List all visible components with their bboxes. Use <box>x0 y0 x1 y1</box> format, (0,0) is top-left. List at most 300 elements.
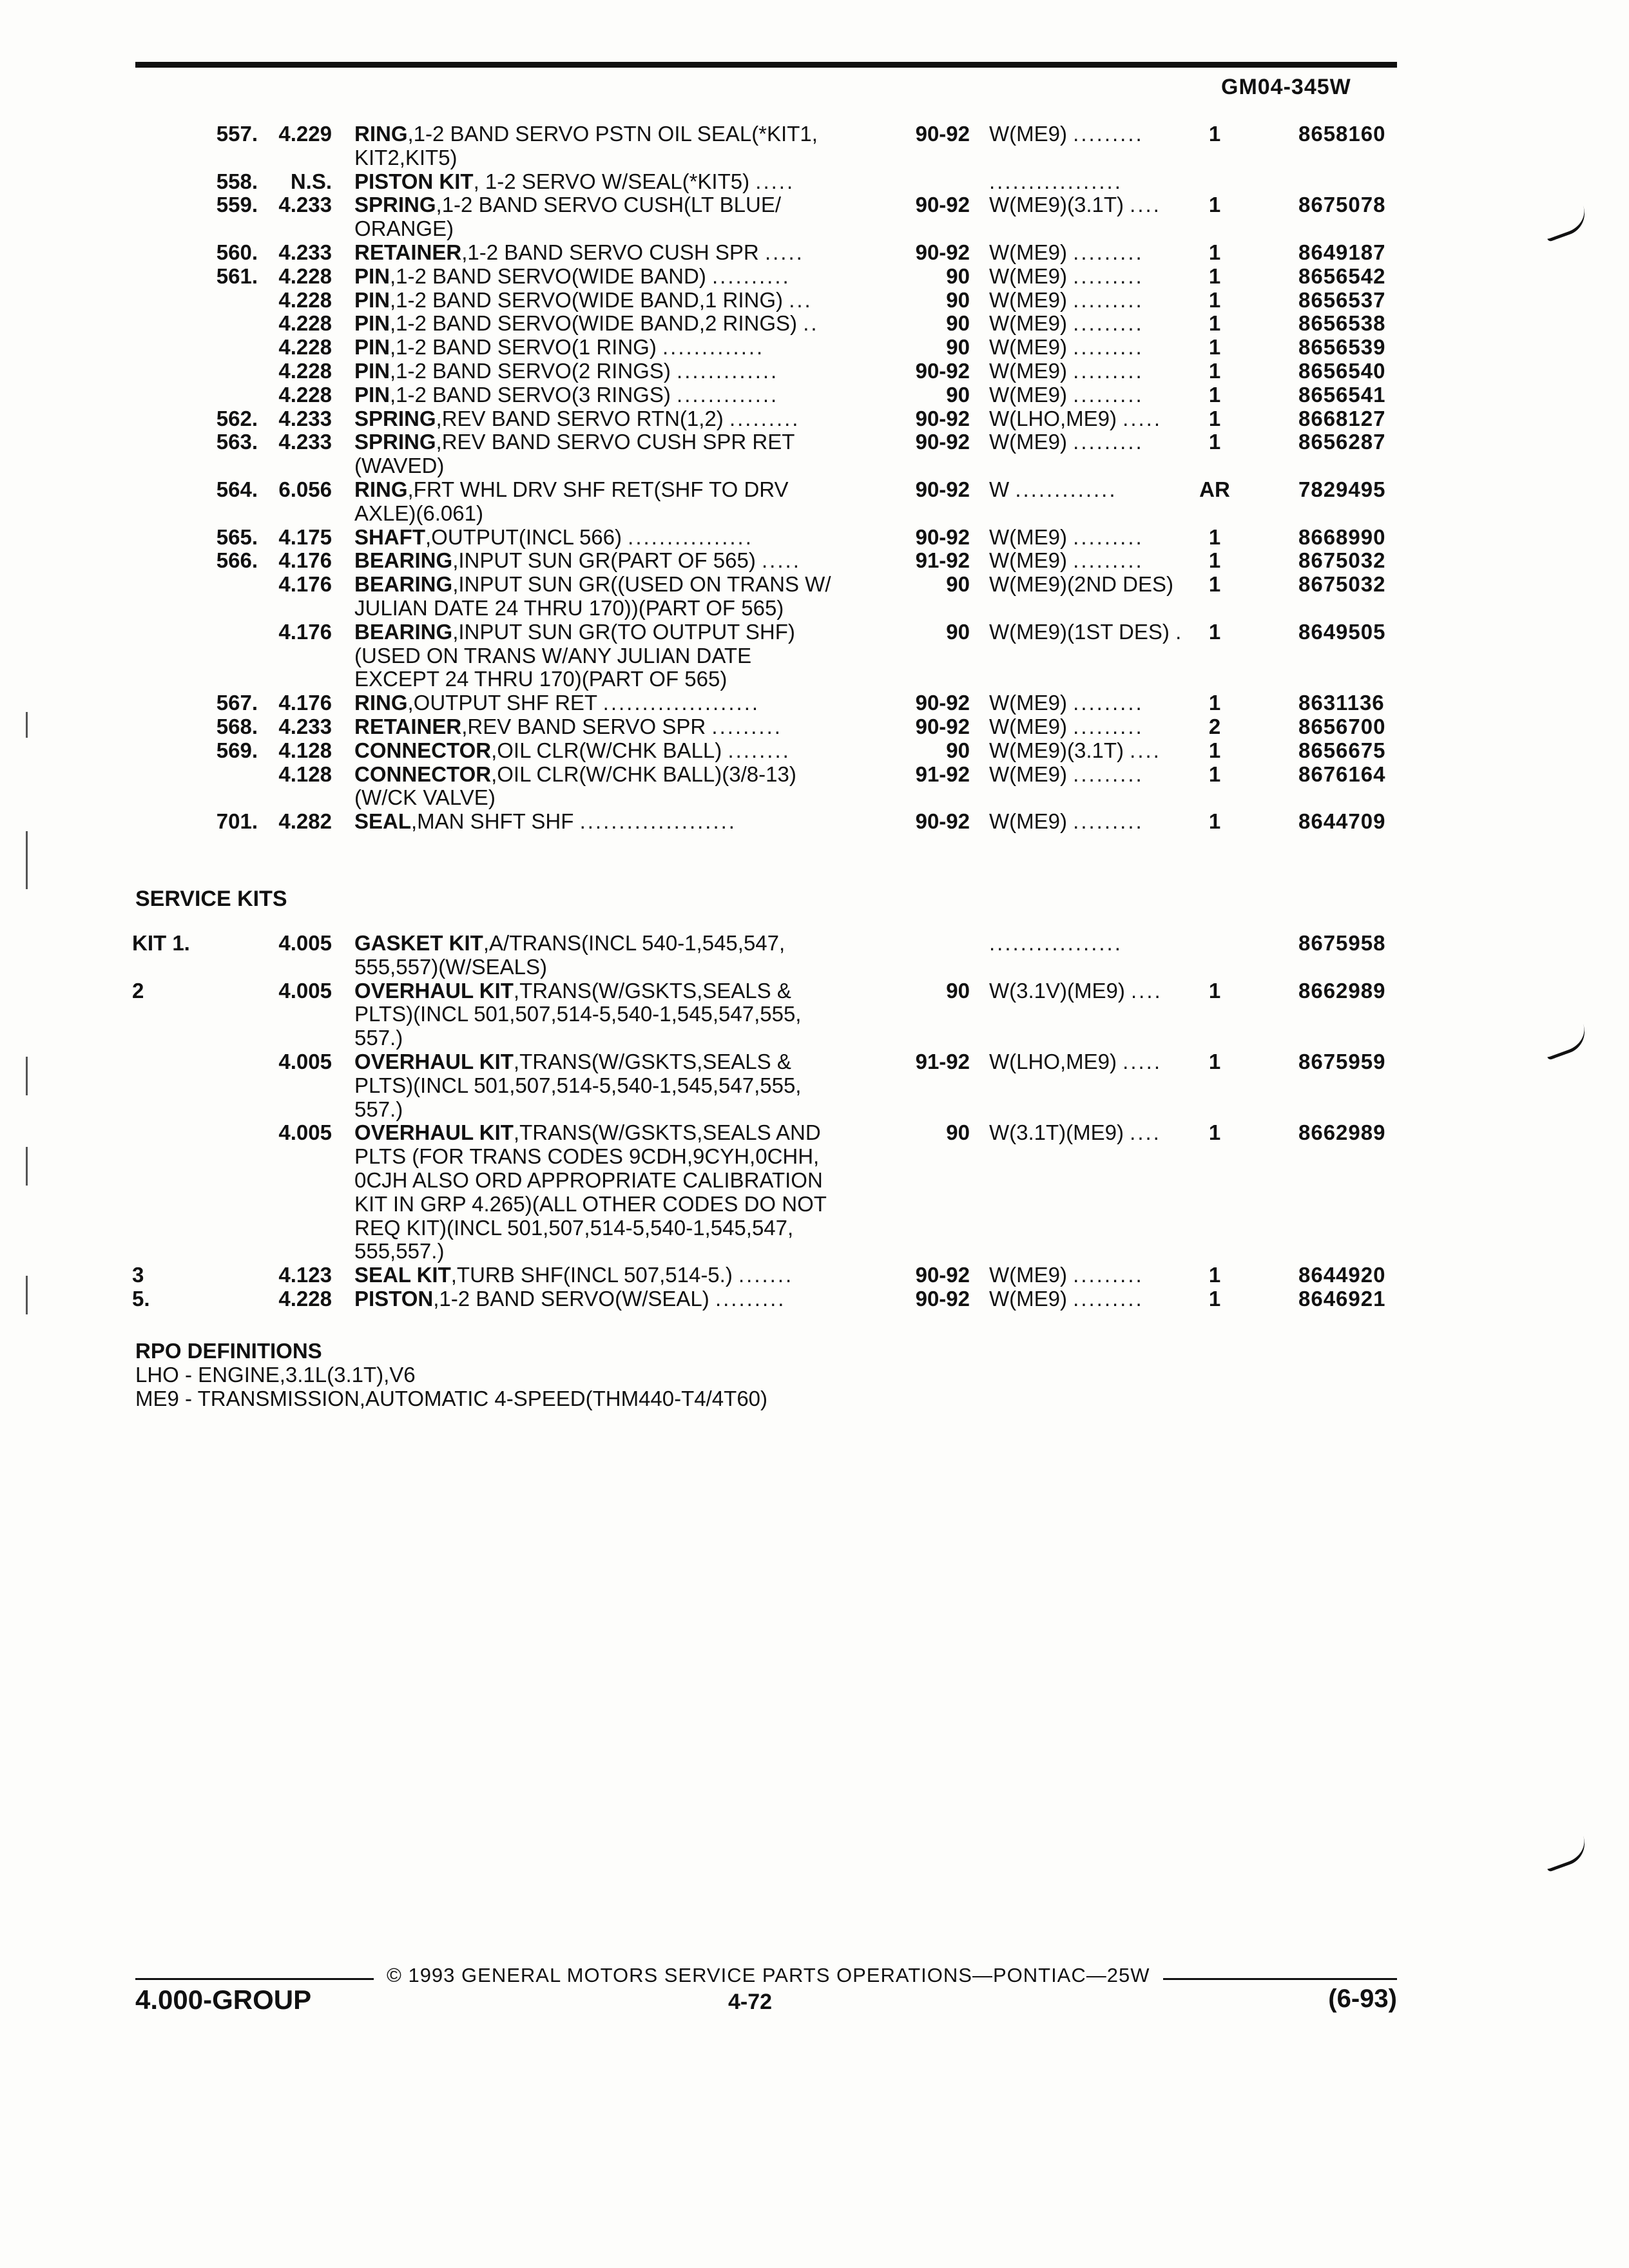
model-years: 90-92 <box>915 714 970 738</box>
table-row <box>126 573 1414 597</box>
rpo-line: LHO - ENGINE,3.1L(3.1T),V6 <box>135 1363 416 1387</box>
group-number: 4.176 <box>278 691 332 715</box>
scan-mark <box>1541 1836 1591 1872</box>
model-years: 91-92 <box>915 762 970 786</box>
part-name: CONNECTOR <box>354 762 492 786</box>
quantity: 1 <box>1208 1286 1221 1311</box>
table-row <box>126 810 1414 834</box>
application-code: W(ME9) <box>989 311 1067 336</box>
scan-mark <box>1541 206 1591 242</box>
application <box>989 1287 1144 1311</box>
group-number: 4.128 <box>278 762 332 786</box>
quantity: 2 <box>1208 714 1221 738</box>
application-code: W(ME9) <box>989 691 1067 715</box>
quantity: 1 <box>1208 358 1221 383</box>
table-row <box>126 383 1414 407</box>
model-years: 91-92 <box>915 548 970 573</box>
group-number: 4.233 <box>278 714 332 738</box>
part-name: PIN <box>354 264 390 288</box>
model-years: 90 <box>946 264 970 288</box>
part-description <box>354 549 801 572</box>
ref-number: 568. <box>216 714 258 738</box>
table-row <box>126 691 1414 715</box>
application <box>989 573 1173 596</box>
quantity: 1 <box>1208 430 1221 454</box>
leader-dots: ......... <box>1073 809 1144 834</box>
part-description <box>354 1240 444 1263</box>
application <box>989 122 1144 146</box>
application-code: W(ME9) <box>989 1263 1067 1287</box>
leader-dots: ..... <box>764 240 804 264</box>
part-detail: (W/CK VALVE) <box>354 785 496 810</box>
application-code: W(ME9) <box>989 382 1067 407</box>
group-number: 4.005 <box>278 1120 332 1145</box>
binding-mark <box>26 1276 28 1314</box>
table-row <box>126 1003 1414 1026</box>
application <box>989 478 1117 501</box>
group-number: 4.282 <box>278 809 332 834</box>
part-name: BEARING <box>354 619 453 644</box>
application <box>989 715 1144 738</box>
part-detail: KIT IN GRP 4.265)(ALL OTHER CODES DO NOT <box>354 1191 827 1216</box>
part-number: 8656539 <box>1298 335 1386 360</box>
table-row <box>126 979 1414 1003</box>
table-row <box>126 668 1414 691</box>
leader-dots: ............. <box>677 382 779 407</box>
part-description <box>354 668 727 691</box>
leader-dots: ......... <box>1073 335 1144 360</box>
group-number: 4.123 <box>278 1263 332 1287</box>
part-detail: ,1-2 BAND SERVO PSTN OIL SEAL(*KIT1, <box>407 122 818 146</box>
quantity: 1 <box>1208 548 1221 573</box>
model-years: 90-92 <box>915 358 970 383</box>
table-row <box>126 932 1414 956</box>
group-number: 4.176 <box>278 572 332 597</box>
part-detail: EXCEPT 24 THRU 170)(PART OF 565) <box>354 667 728 691</box>
part-number: 8631136 <box>1298 691 1385 715</box>
part-description <box>354 932 785 955</box>
application-code: W(LHO,ME9) <box>989 406 1117 430</box>
part-description <box>354 502 483 525</box>
application-code: W(3.1V)(ME9) <box>989 978 1125 1003</box>
application <box>989 526 1144 549</box>
table-row <box>126 644 1414 668</box>
quantity: 1 <box>1208 287 1221 312</box>
table-row <box>126 193 1414 217</box>
table-row <box>126 620 1414 644</box>
leader-dots: ......... <box>1073 430 1144 454</box>
group-number: N.S. <box>290 169 332 193</box>
model-years: 90 <box>946 738 970 762</box>
quantity: 1 <box>1208 524 1221 549</box>
application-code: W(ME9) <box>989 358 1067 383</box>
leader-dots: ......... <box>711 714 782 738</box>
leader-dots: ......... <box>1073 714 1144 738</box>
part-number: 8656542 <box>1298 264 1386 288</box>
table-row <box>126 1121 1414 1145</box>
part-number: 7829495 <box>1298 477 1386 501</box>
part-detail: 555,557)(W/SEALS) <box>354 954 547 979</box>
part-name: RETAINER <box>354 240 462 264</box>
quantity: 1 <box>1208 1120 1221 1145</box>
application <box>989 810 1144 833</box>
application <box>989 193 1161 216</box>
leader-dots: ................. <box>989 931 1123 955</box>
part-description <box>354 1287 786 1311</box>
part-detail: PLTS)(INCL 501,507,514-5,540-1,545,547,555, <box>354 1073 802 1097</box>
part-name: SPRING <box>354 193 436 217</box>
table-row <box>126 241 1414 265</box>
part-detail: PLTS)(INCL 501,507,514-5,540-1,545,547,555, <box>354 1002 802 1026</box>
ref-number: 557. <box>216 122 258 146</box>
quantity: 1 <box>1208 335 1221 360</box>
table-row <box>126 786 1414 810</box>
leader-dots: ................. <box>989 169 1123 193</box>
part-detail: ,1-2 BAND SERVO(WIDE BAND,2 RINGS) <box>390 311 798 336</box>
table-row <box>126 1145 1414 1169</box>
leader-dots: ......... <box>1073 358 1144 383</box>
part-name: BEARING <box>354 572 453 597</box>
part-detail: 557.) <box>354 1097 403 1121</box>
table-row <box>126 170 1414 194</box>
part-number: 8675032 <box>1298 572 1386 597</box>
rpo-line: ME9 - TRANSMISSION,AUTOMATIC 4-SPEED(THM440-T4/4T60) <box>135 1387 768 1410</box>
table-row <box>126 1169 1414 1193</box>
group-number: 4.233 <box>278 406 332 430</box>
group-number: 4.228 <box>278 1286 332 1311</box>
application-code: W(ME9) <box>989 1286 1067 1311</box>
application-code: W(ME9) <box>989 548 1067 573</box>
application-code: W <box>989 477 1010 501</box>
part-number: 8656700 <box>1298 714 1386 738</box>
parts-list <box>126 122 1414 834</box>
part-description <box>354 170 795 193</box>
part-description <box>354 241 804 264</box>
application-code: W(ME9) <box>989 524 1067 549</box>
model-years: 90-92 <box>915 240 970 264</box>
service-kits-list <box>126 932 1414 1311</box>
part-detail: ,INPUT SUN GR(TO OUTPUT SHF) <box>452 619 795 644</box>
part-detail: ,1-2 BAND SERVO(W/SEAL) <box>433 1286 709 1311</box>
part-name: SPRING <box>354 430 436 454</box>
ref-number: 565. <box>216 524 258 549</box>
table-row <box>126 289 1414 312</box>
leader-dots: ......... <box>1073 524 1144 549</box>
part-description <box>354 1098 403 1121</box>
application <box>989 289 1144 312</box>
part-detail: 557.) <box>354 1026 403 1050</box>
part-detail: ,1-2 BAND SERVO(3 RINGS) <box>390 382 671 407</box>
part-detail: (WAVED) <box>354 454 445 478</box>
leader-dots: .... <box>1130 738 1161 762</box>
group-number: 4.228 <box>278 287 332 312</box>
ref-number: KIT 1. <box>132 931 190 955</box>
quantity: 1 <box>1208 1049 1221 1073</box>
leader-dots: .......... <box>712 264 791 288</box>
group-number: 4.176 <box>278 548 332 573</box>
part-name: OVERHAUL KIT <box>354 1049 514 1073</box>
part-description <box>354 1145 819 1168</box>
binding-mark <box>26 1147 28 1186</box>
model-years: 91-92 <box>915 1049 970 1073</box>
part-description <box>354 336 764 359</box>
table-row <box>126 526 1414 550</box>
part-name: PIN <box>354 311 390 336</box>
model-years: 90 <box>946 335 970 360</box>
part-description <box>354 1169 823 1192</box>
part-description <box>354 573 831 596</box>
application-code: W(ME9)(2ND DES) <box>989 572 1173 597</box>
ref-number: 559. <box>216 193 258 217</box>
part-name: RETAINER <box>354 714 462 738</box>
model-years: 90 <box>946 287 970 312</box>
table-row <box>126 1240 1414 1264</box>
application-code: W(LHO,ME9) <box>989 1049 1117 1073</box>
application <box>989 1050 1162 1073</box>
part-detail: 555,557.) <box>354 1239 445 1264</box>
part-name: OVERHAUL KIT <box>354 978 514 1003</box>
leader-dots: ..... <box>755 169 795 193</box>
table-row <box>126 1287 1414 1311</box>
model-years: 90 <box>946 1120 970 1145</box>
part-detail: ,1-2 BAND SERVO CUSH(LT BLUE/ <box>436 193 782 217</box>
part-number: 8656541 <box>1298 382 1386 407</box>
part-number: 8668127 <box>1298 406 1386 430</box>
leader-dots: .. <box>803 311 819 336</box>
part-description <box>354 786 496 809</box>
ref-number: 701. <box>216 809 258 834</box>
part-description <box>354 691 760 715</box>
leader-dots: ... <box>789 287 813 312</box>
table-row <box>126 549 1414 573</box>
table-row <box>126 312 1414 336</box>
application-code: W(ME9)(3.1T) <box>989 193 1124 217</box>
part-description <box>354 478 789 501</box>
table-row <box>126 1193 1414 1216</box>
part-detail: ,1-2 BAND SERVO CUSH SPR <box>461 240 759 264</box>
model-years: 90-92 <box>915 1263 970 1287</box>
part-description <box>354 1121 821 1144</box>
part-description <box>354 979 791 1003</box>
part-name: RING <box>354 691 408 715</box>
model-years: 90-92 <box>915 406 970 430</box>
quantity: 1 <box>1208 619 1221 644</box>
service-kits-heading: SERVICE KITS <box>135 887 287 911</box>
table-row <box>126 502 1414 526</box>
part-description <box>354 1050 791 1073</box>
application <box>989 430 1144 454</box>
table-row <box>126 1098 1414 1122</box>
part-description <box>354 122 818 146</box>
group-number: 4.176 <box>278 619 332 644</box>
application-code: W(ME9) <box>989 335 1067 360</box>
part-description <box>354 407 800 430</box>
model-years: 90-92 <box>915 809 970 834</box>
model-years: 90-92 <box>915 430 970 454</box>
page-number: 4-72 <box>728 1990 773 2014</box>
application-code: W(ME9) <box>989 122 1067 146</box>
part-detail: ,1-2 BAND SERVO(2 RINGS) <box>390 358 671 383</box>
part-description <box>354 1264 793 1287</box>
part-detail: ,OUTPUT(INCL 566) <box>425 524 622 549</box>
table-row <box>126 360 1414 383</box>
part-name: PIN <box>354 287 390 312</box>
part-number: 8656287 <box>1298 430 1386 454</box>
part-number: 8658160 <box>1298 122 1386 146</box>
table-row <box>126 478 1414 502</box>
quantity: 1 <box>1208 264 1221 288</box>
leader-dots: .... <box>1131 978 1162 1003</box>
leader-dots: ......... <box>1073 287 1144 312</box>
leader-dots: .................... <box>579 809 737 834</box>
quantity: 1 <box>1208 691 1221 715</box>
part-number: 8649187 <box>1298 240 1386 264</box>
part-description <box>354 289 813 312</box>
application <box>989 691 1144 715</box>
model-years: 90 <box>946 619 970 644</box>
quantity: 1 <box>1208 762 1221 786</box>
application-code: W(ME9)(3.1T) <box>989 738 1124 762</box>
application-code: W(ME9) <box>989 430 1067 454</box>
table-row <box>126 146 1414 170</box>
ref-number: 5. <box>132 1286 150 1311</box>
application <box>989 932 1123 955</box>
binding-mark <box>26 831 28 889</box>
model-years: 90-92 <box>915 477 970 501</box>
application-code: W(ME9)(1ST DES) <box>989 619 1170 644</box>
leader-dots: ..... <box>1123 406 1162 430</box>
part-detail: ,OIL CLR(W/CHK BALL)(3/8-13) <box>491 762 796 786</box>
ref-number: 563. <box>216 430 258 454</box>
ref-number: 558. <box>216 169 258 193</box>
page-footer <box>135 1959 1397 2036</box>
part-number: 8656675 <box>1298 738 1386 762</box>
part-number: 8676164 <box>1298 762 1386 786</box>
ref-number: 560. <box>216 240 258 264</box>
part-description <box>354 644 751 668</box>
group-number: 4.128 <box>278 738 332 762</box>
part-description <box>354 620 795 644</box>
table-row <box>126 1264 1414 1287</box>
application-code: W(3.1T)(ME9) <box>989 1120 1124 1145</box>
quantity: 1 <box>1208 809 1221 834</box>
table-row <box>126 454 1414 478</box>
part-detail: ORANGE) <box>354 216 454 241</box>
part-description <box>354 217 454 240</box>
table-row <box>126 763 1414 787</box>
leader-dots: ......... <box>1073 311 1144 336</box>
part-detail: ,REV BAND SERVO RTN(1,2) <box>436 406 724 430</box>
table-row <box>126 1216 1414 1240</box>
part-number: 8646921 <box>1298 1286 1386 1311</box>
application <box>989 336 1144 359</box>
part-description <box>354 454 444 477</box>
leader-dots: ......... <box>715 1286 786 1311</box>
ref-number: 569. <box>216 738 258 762</box>
group-label: 4.000-GROUP <box>135 1984 312 2015</box>
application <box>989 360 1144 383</box>
part-description <box>354 383 778 407</box>
leader-dots: ......... <box>729 406 800 430</box>
part-description <box>354 265 791 288</box>
leader-dots: ......... <box>1073 122 1144 146</box>
footer-rule <box>135 1978 374 1980</box>
leader-dots: ............. <box>662 335 765 360</box>
table-row <box>126 430 1414 454</box>
part-name: SEAL KIT <box>354 1263 451 1287</box>
model-years: 90-92 <box>915 1286 970 1311</box>
application <box>989 620 1183 644</box>
quantity: 1 <box>1208 122 1221 146</box>
group-number: 4.233 <box>278 430 332 454</box>
part-description <box>354 1074 801 1097</box>
ref-number: 564. <box>216 477 258 501</box>
binding-mark <box>26 1057 28 1095</box>
part-description <box>354 810 737 833</box>
part-description <box>354 739 791 762</box>
quantity: 1 <box>1208 406 1221 430</box>
part-name: PIN <box>354 358 390 383</box>
application-code: W(ME9) <box>989 809 1067 834</box>
application <box>989 739 1161 762</box>
model-years: 90-92 <box>915 691 970 715</box>
table-row <box>126 1074 1414 1098</box>
part-detail: (USED ON TRANS W/ANY JULIAN DATE <box>354 643 752 668</box>
leader-dots: .... <box>1130 1120 1161 1145</box>
leader-dots: ......... <box>1073 1263 1144 1287</box>
scan-mark <box>1541 1024 1591 1061</box>
ref-number: 566. <box>216 548 258 573</box>
leader-dots: ......... <box>1073 264 1144 288</box>
part-number: 8656540 <box>1298 358 1386 383</box>
table-row <box>126 217 1414 241</box>
part-detail: KIT2,KIT5) <box>354 145 458 169</box>
part-description <box>354 597 784 620</box>
application <box>989 1264 1144 1287</box>
table-row <box>126 122 1414 146</box>
part-number: 8675959 <box>1298 1049 1386 1073</box>
leader-dots: ......... <box>1073 382 1144 407</box>
part-name: PISTON KIT <box>354 169 474 193</box>
part-number: 8656537 <box>1298 287 1386 312</box>
part-detail: ,INPUT SUN GR((USED ON TRANS W/ <box>452 572 831 597</box>
part-description <box>354 430 795 454</box>
quantity: 1 <box>1208 382 1221 407</box>
model-years: 90 <box>946 978 970 1003</box>
leader-dots: ......... <box>1073 762 1144 786</box>
table-row <box>126 1050 1414 1074</box>
leader-dots: ..... <box>762 548 801 573</box>
part-name: SEAL <box>354 809 412 834</box>
part-number: 8644709 <box>1298 809 1386 834</box>
model-years: 90-92 <box>915 122 970 146</box>
binding-mark <box>26 712 28 738</box>
part-name: GASKET KIT <box>354 931 483 955</box>
leader-dots: .... <box>1130 193 1161 217</box>
group-number: 4.228 <box>278 358 332 383</box>
model-years: 90-92 <box>915 524 970 549</box>
part-detail: JULIAN DATE 24 THRU 170))(PART OF 565) <box>354 595 784 620</box>
quantity: 1 <box>1208 738 1221 762</box>
part-description <box>354 1003 801 1026</box>
application <box>989 170 1123 193</box>
leader-dots: ......... <box>1073 691 1144 715</box>
application <box>989 241 1144 264</box>
part-detail: ,TURB SHF(INCL 507,514-5.) <box>450 1263 733 1287</box>
leader-dots: .................... <box>602 691 760 715</box>
part-description <box>354 146 458 169</box>
part-name: BEARING <box>354 548 453 573</box>
